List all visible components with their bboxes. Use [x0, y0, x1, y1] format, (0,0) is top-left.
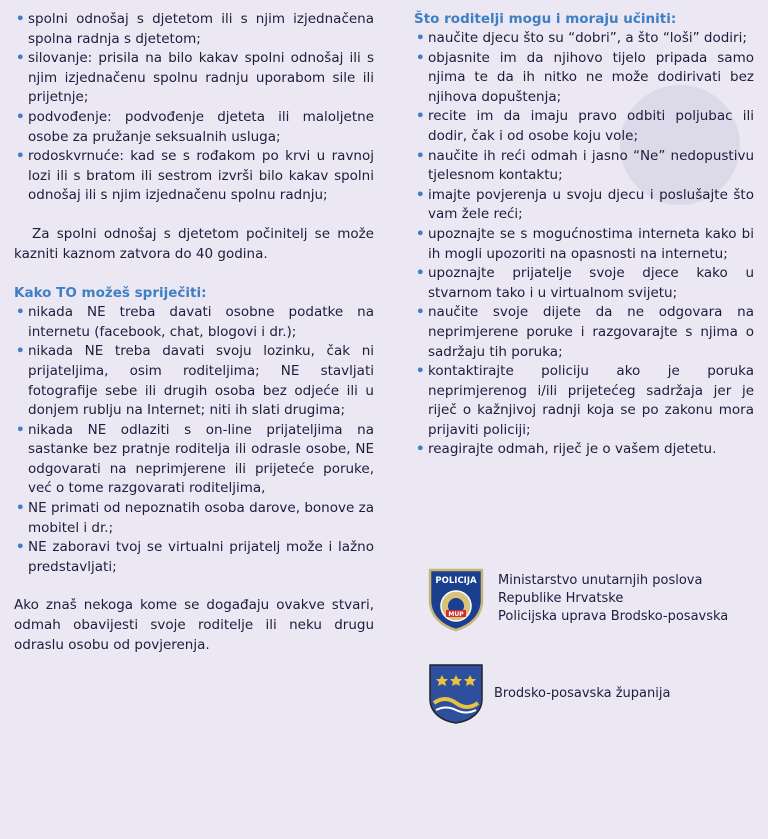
parents-heading: Što roditelji mogu i moraju učiniti: [414, 11, 677, 27]
list-item: • kontaktirajte policiju ako je poruka neprimjerenog i/ili prijetećeg sadržaja jer je riječ o kažnjivoj radnji koja se po zakonu mora prijaviti policiji; [416, 363, 754, 438]
penalty-paragraph: Za spolni odnošaj s djetetom počinitelj se može kazniti kaznom zatvora do 40 godina. [14, 225, 374, 262]
badge-bottom-text: MUP [448, 611, 464, 618]
closing-paragraph: Ako znaš nekoga kome se događaju ovakve stvari, odmah obavijesti svoje roditelje ili neku drugu odraslu osobu od povjerenja. [14, 597, 374, 653]
police-badge-icon [424, 566, 488, 632]
list-item: • recite im da imaju pravo odbiti poljubac ili dodir, čak i od osobe koju vole; [416, 108, 754, 144]
badge-top-text: POLICIJA [435, 576, 477, 586]
prevent-heading: Kako TO možeš spriječiti: [14, 285, 207, 302]
police-line: Republike Hrvatske [498, 591, 624, 606]
police-line: Policijska uprava Brodsko-posavska [498, 609, 729, 624]
list-item: • naučite ih reći odmah i jasno “Ne” nedopustivu tjelesnom kontaktu; [416, 147, 754, 184]
list-item: • nikada NE treba davati svoju lozinku, čak ni prijateljima, osim roditeljima; NE stavljati fotografije sebe ili drugih osoba bez odjeće ili u donjem rublju na Internet; niti ih slati drugima; [16, 343, 374, 419]
list-item: • naučite svoje dijete da ne odgovara na neprimjerene poruke i razgovarajte s njima o sadržaju tih poruka; [416, 304, 754, 360]
county-logo-block [428, 663, 670, 725]
list-item: • NE primati od nepoznatih osoba darove, bonove za mobitel i dr.; [16, 500, 374, 536]
prevent-list [14, 303, 374, 577]
county-coat-of-arms-icon [428, 663, 484, 725]
police-text [498, 572, 728, 626]
list-item: • upoznajte se s mogućnostima interneta kako bi ih mogli upozoriti na opasnosti na internetu; [416, 225, 754, 262]
list-item: • podvođenje: podvođenje djeteta ili maloljetne osobe za pružanje seksualnih usluga; [16, 108, 374, 145]
left-column [14, 10, 374, 655]
list-item: • NE zaboravi tvoj se virtualni prijatelj može i lažno predstavljati; [16, 539, 374, 575]
list-item: • silovanje: prisila na bilo kakav spolni odnošaj ili s njim izjednačenu spolnu radnju uporabom sile ili prijetnje; [16, 50, 374, 106]
police-logo-block [424, 566, 728, 632]
list-item: • spolni odnošaj s djetetom ili s njim izjednačena spolna radnja s djetetom; [16, 11, 374, 47]
list-item: • imajte povjerenja u svoju djecu i poslušajte što vam žele reći; [416, 186, 754, 223]
definitions-list [14, 10, 374, 206]
right-column [414, 10, 754, 460]
list-item: • upoznajte prijatelje svoje djece kako u stvarnom tako i u virtualnom svijetu; [416, 265, 754, 301]
parents-list [414, 29, 754, 460]
list-item: • nikada NE treba davati osobne podatke na internetu (facebook, chat, blogovi i dr.); [16, 304, 374, 340]
list-item: • nikada NE odlaziti s on-line prijateljima na sastanke bez pratnje roditelja ili odrasle osobe, NE odgovarati na neprimjerene ili prijeteće poruke, već o tome razgovarati roditeljima, [16, 421, 374, 497]
list-item: • naučite djecu što su “dobri”, a što “loši” dodiri; [416, 30, 747, 46]
list-item: • objasnite im da njihovo tijelo pripada samo njima te da ih nitko ne može dodirivati bez njihova dopuštenja; [416, 49, 754, 105]
list-item: • reagirajte odmah, riječ je o vašem djetetu. [416, 441, 717, 458]
county-name: Brodsko-posavska županija [494, 686, 671, 701]
list-item: • rodoskvrnuće: kad se s rođakom po krvi u ravnoj lozi ili s bratom ili sestrom izvrši bilo kakav spolni odnošaj ili s njim izjednačenu spolnu radnju; [16, 148, 374, 204]
police-line: Ministarstvo unutarnjih poslova [498, 573, 703, 588]
